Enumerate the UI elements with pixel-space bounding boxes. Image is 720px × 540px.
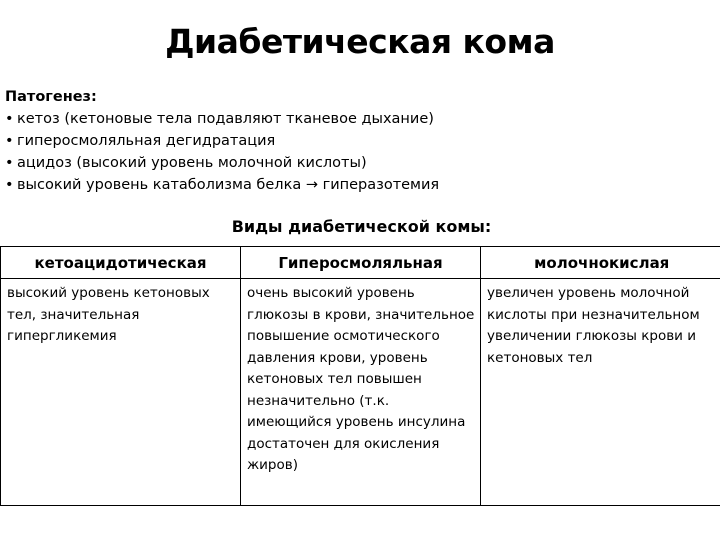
pathogenesis-item-text: ацидоз (высокий уровень молочной кислоты) [17,155,367,171]
pathogenesis-item [5,130,625,152]
cell-lactic: увеличен уровень молочной кислоты при незначительном увеличении глюкозы крови и кетоновых тел [481,279,720,506]
pathogenesis-item-text: высокий уровень катаболизма белка → гиперазотемия [17,177,440,193]
pathogenesis-item [5,152,625,174]
coma-types-table [0,246,720,506]
header-lactic: молочнокислая [481,247,720,279]
pathogenesis-item [5,174,625,196]
header-hyperosmolar: Гиперосмоляльная [241,247,481,279]
pathogenesis-item-text: гиперосмоляльная дегидратация [17,133,276,149]
bullet-icon: • [5,133,14,149]
cell-hyperosmolar: очень высокий уровень глюкозы в крови, значительное повышение осмотического давления крови, уровень кетоновых тел повышен незначительно (т.к. имеющийся уровень инсулина достаточен для окисления жиров) [241,279,481,506]
pathogenesis-heading: Патогенез: [5,89,97,105]
cell-ketoacidotic: высокий уровень кетоновых тел, значительная гипергликемия [1,279,241,506]
table-row [1,279,720,506]
bullet-icon: • [5,177,14,193]
coma-types-heading: Виды диабетической комы: [231,217,492,236]
bullet-icon: • [5,111,14,127]
pathogenesis-section [5,86,625,196]
header-ketoacidotic: кетоацидотическая [1,247,241,279]
pathogenesis-item-text: кетоз (кетоновые тела подавляют тканевое дыхание) [17,111,434,127]
pathogenesis-item [5,108,625,130]
page-title: Диабетическая кома [165,22,555,61]
bullet-icon: • [5,155,14,171]
table-header-row [1,247,720,279]
